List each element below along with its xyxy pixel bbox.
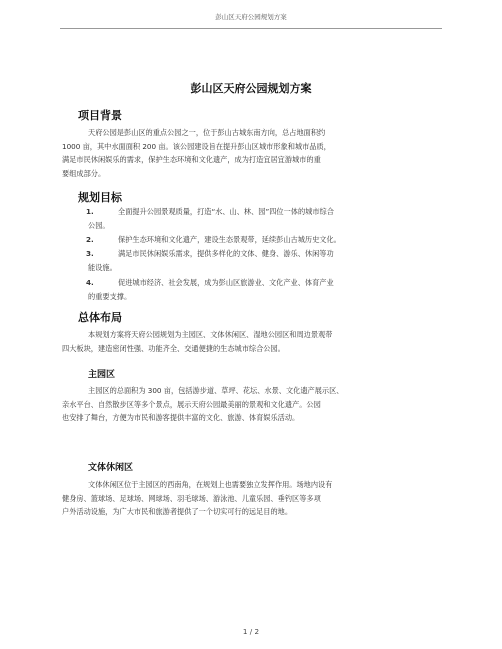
goal-list-item (62, 247, 417, 274)
goal-list-item (62, 205, 417, 232)
section-heading-goals: 规划目标 (78, 191, 122, 204)
paragraph-line: 户外活动设施，为广大市民和旅游者提供了一个切实可行的远足目的地。 (62, 507, 293, 517)
list-number: 2. (86, 235, 94, 244)
paragraph-line: 也安排了舞台，方便为市民和游客提供丰富的文化、旅游、体育娱乐活动。 (62, 413, 300, 423)
goal-list-item (62, 233, 417, 247)
paragraph-line: 要组成部分。 (62, 168, 106, 178)
section-heading-background: 项目背景 (78, 109, 122, 122)
paragraph-line: 亲水平台、自然散步区等多个景点，展示天府公园最美丽的景观和文化遗产。公园 (62, 399, 321, 409)
list-text: 公园。 (88, 220, 110, 230)
list-text: 全面提升公园景观质量，打造“水、山、林、园”四位一体的城市综合 (118, 207, 334, 216)
list-text: 促进城市经济、社会发展，成为彭山区旅游业、文化产业、体育产业 (118, 278, 334, 287)
paragraph-line: 健身房、篮球场、足球场、网球场、羽毛球场、游泳池、儿童乐园、垂钓区等多项 (62, 493, 321, 503)
paragraph-line: 四大板块，建造密闭性强、功能齐全、交通便捷的生态城市综合公园。 (62, 343, 285, 353)
background-paragraph (62, 126, 437, 180)
list-text: 保护生态环境和文化遗产，建设生态景观带，延续彭山古城历史文化。 (118, 235, 341, 244)
list-number: 3. (86, 249, 94, 258)
list-text: 的重要支撑。 (88, 291, 132, 301)
running-header: 彭山区天府公园规划方案 (215, 13, 287, 21)
paragraph-line: 主园区的总面积为 300 亩，包括游步道、草坪、花坛、水景、文化遗产展示区、 (88, 386, 344, 395)
paragraph-line: 本规划方案将天府公园规划为主园区、文体休闲区、湿地公园区和周边景观带 (88, 330, 333, 339)
paragraph-line: 文体休闲区位于主园区的西南角，在规划上也需要独立发挥作用。场地内设有 (88, 480, 333, 489)
goal-list-item (62, 276, 417, 303)
list-text: 满足市民休闲娱乐需求，提供多样化的文体、健身、游乐、休闲等功 (118, 249, 334, 258)
subsection-heading-main-park: 主园区 (88, 370, 116, 380)
list-text: 能设施。 (88, 262, 117, 272)
header-divider (60, 28, 442, 29)
list-number: 4. (86, 278, 94, 287)
paragraph-line: 满足市民休闲娱乐的需求，保护生态环境和文化遗产，成为打造宜居宜游城市的重 (62, 155, 321, 165)
document-title: 彭山区天府公园规划方案 (190, 82, 312, 95)
layout-paragraph (62, 328, 437, 355)
subsection-heading-leisure: 文体休闲区 (88, 463, 134, 473)
main-park-paragraph (62, 384, 437, 425)
paragraph-line: 1000 亩，其中水面面积 200 亩。该公园建设旨在提升彭山区城市形象和城市品质， (62, 141, 331, 151)
page-number: 1 / 2 (242, 627, 260, 636)
paragraph-line: 天府公园是彭山区的重点公园之一，位于彭山古城东南方向，总占地面积约 (88, 128, 326, 137)
leisure-paragraph (62, 478, 437, 519)
list-number: 1. (86, 207, 94, 216)
section-heading-layout: 总体布局 (78, 311, 122, 324)
